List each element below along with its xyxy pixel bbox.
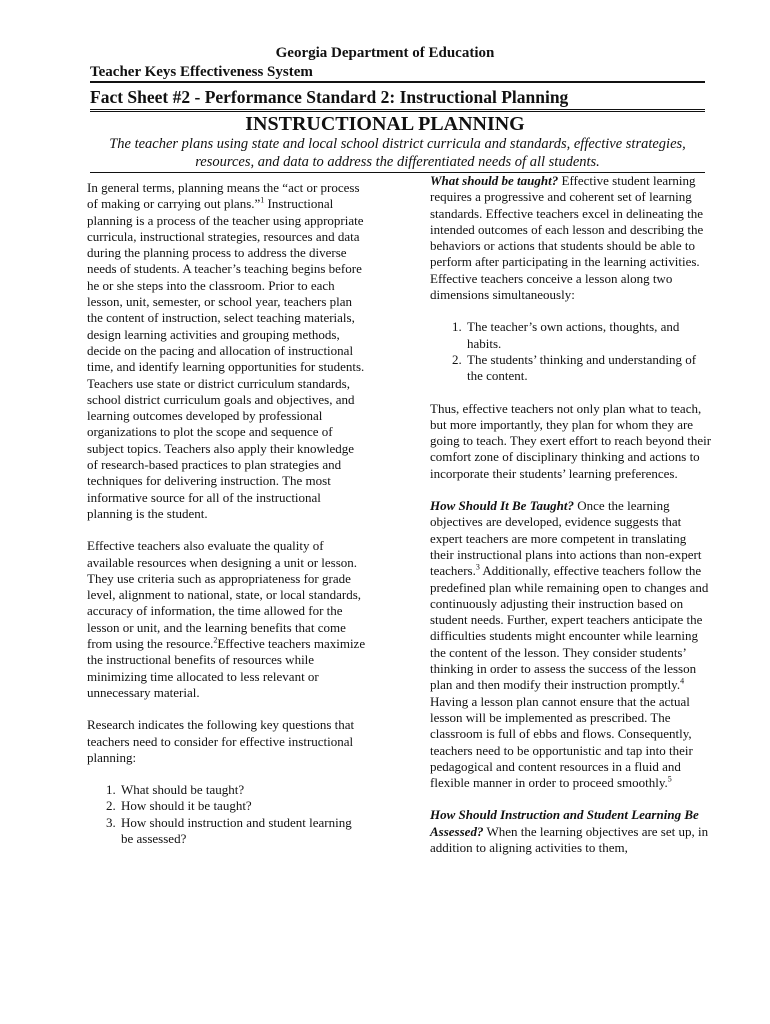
list-item: 3. How should instruction and student learning be assessed? [119, 815, 367, 848]
list-item: 1. What should be taught? [119, 782, 367, 798]
section-lead: What should be taught? [430, 173, 559, 188]
paragraph-text: Once the learning objectives are developed, evidence suggests that expert teachers are more competent in translating their instructional plans into actions than non-expert teachers. [430, 498, 702, 579]
footnote-ref: 1 [260, 195, 265, 205]
paragraph-text: Additionally, effective teachers follow the predefined plan while remaining open to changes and continuously adjusting their instruction based on student needs. Further, expert teachers anticipate the difficulties students might encounter while learning the content of the lesson. They consider students’ thinking in order to assess the success of the lesson plan and then modify their instruction promptly. [430, 563, 709, 693]
effective-teachers-paragraph: Thus, effective teachers not only plan what to teach, but more importantly, they plan for whom they are going to teach. They exert effort to reach beyond their comfort zone of disciplinary thinking and actions to incorporate their students’ learning preferences. [430, 400, 712, 481]
how-assessed-paragraph [430, 807, 712, 856]
footnote-ref: 4 [680, 676, 685, 686]
paragraph-text: When the learning objectives are set up, in addition to aligning activities to them, [430, 823, 709, 855]
list-item: 2. The students’ thinking and understanding of the content. [465, 352, 712, 385]
footnote-ref: 5 [667, 774, 672, 784]
paragraph-text: Having a lesson plan cannot ensure that the actual lesson will be implemented as prescribed. The classroom is full of ebbs and flows. Consequently, teachers need to be opportunistic and tap into their pedagogical and content resources in a fluid and flexible manner in order to proceed smoothly. [430, 693, 693, 791]
system-heading: Teacher Keys Effectiveness System [90, 64, 705, 83]
planning-definition-paragraph [87, 180, 367, 522]
right-column [430, 173, 712, 872]
list-item: 2. How should it be taught? [119, 798, 367, 814]
list-item: 1. The teacher’s own actions, thoughts, and habits. [465, 319, 712, 352]
research-paragraph: Research indicates the following key questions that teachers need to consider for effective instructional planning: [87, 717, 355, 765]
paragraph-text: In general terms, planning means the “act or process of making or carrying out plans.” [87, 180, 360, 212]
paragraph-text: Instructional planning is a process of the teacher using appropriate curricula, instructional strategies, resources and data during the planning process to address the diverse needs of students. A teacher’s teaching begins before he or she steps into the classroom. Prior to each lesson, unit, semester, or school year, teachers plan the content of instruction, select teaching materials, design learning activities and grouping methods, decide on the pacing and allocation of instructional time, and identify learning opportunities for students. Teachers use state or district curriculum standards, school district curriculum goals and objectives, and learning outcomes developed by professional organizations to plot the scope and sequence of subject topics. Teachers also apply their knowledge of research-based practices to plan strategies and techniques for delivering instruction. The most informative source for all of the instructional planning is the student. [87, 196, 365, 521]
paragraph-text: Effective teachers maximize the instructional benefits of resources while minimizing time allocated to less relevant or unnecessary material. [87, 636, 366, 700]
page-title: INSTRUCTIONAL PLANNING [245, 113, 525, 135]
section-lead: How Should It Be Taught? [430, 498, 575, 514]
fact-sheet-heading: Fact Sheet #2 - Performance Standard 2: Instructional Planning [90, 87, 705, 112]
organization-heading: Georgia Department of Education [275, 45, 495, 61]
key-questions-list [87, 782, 367, 847]
dimensions-list [430, 319, 712, 384]
footnote-ref: 3 [475, 562, 480, 572]
left-column [87, 180, 367, 863]
paragraph-text: Effective teachers also evaluate the quality of available resources when designing a unit or lesson. They use criteria such as appropriateness for grade level, alignment to national, state, or local standards, accuracy of information, the time allowed for the lesson or unit, and the learning benefits that come from using the resource. [87, 538, 362, 652]
how-taught-paragraph [430, 498, 712, 791]
footnote-ref: 2 [213, 635, 218, 645]
standard-statement: The teacher plans using state and local school district curricula and standards, effective strategies, resources, and data to address the differentiated needs of all students. [90, 135, 705, 173]
section-lead: How Should Instruction and Student Learning Be Assessed? [430, 807, 699, 839]
resources-paragraph [87, 538, 367, 701]
paragraph-text: Effective student learning requires a progressive and coherent set of learning standards. Effective teachers excel in delineating the intended outcomes of each lesson and describing the behaviors or actions that students should be able to perform after participating in the learning activities. Effective teachers conceive a lesson along two dimensions simultaneously: [430, 173, 704, 303]
what-taught-paragraph [430, 173, 712, 303]
